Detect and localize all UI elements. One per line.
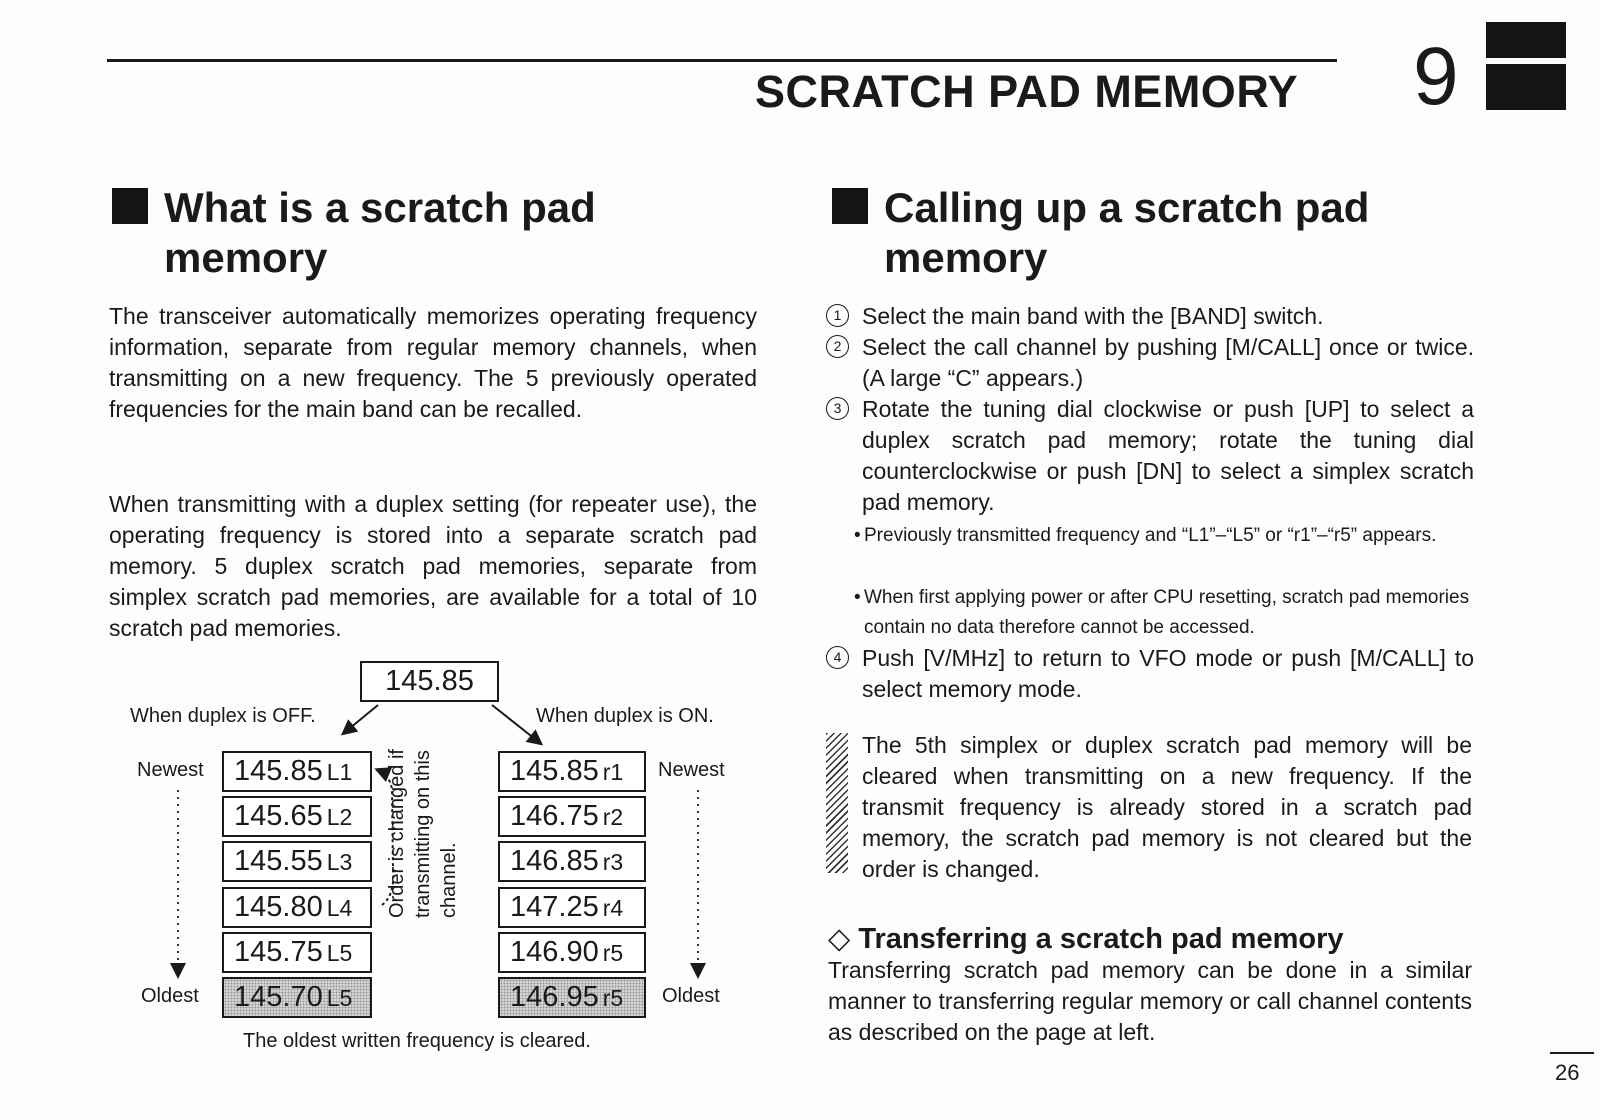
bullet-text: When first applying power or after CPU resetting, scratch pad memories contain no data therefore cannot be accessed. [864, 587, 1470, 638]
page-number-rule [1550, 1052, 1594, 1054]
frequency-value: 145.55 [234, 845, 323, 877]
duplex-cleared-box [498, 977, 646, 1018]
simplex-cleared-box [222, 977, 372, 1018]
frequency-value: 145.80 [234, 891, 323, 923]
memory-tag: L1 [326, 759, 353, 785]
memory-tag: r2 [602, 804, 624, 830]
simplex-memory-box [222, 887, 372, 928]
heading-line: What is a scratch pad [164, 184, 596, 231]
frequency-value: 145.85 [385, 665, 474, 697]
note-text: The 5th simplex or duplex scratch pad memory will be cleared when transmitting on a new frequency. If the transmit frequency is already stored in a scratch pad memory, the scratch pad memory is not cleared but the order is changed. [862, 732, 1472, 882]
oldest-label: Oldest [662, 985, 720, 1007]
subsection-heading [828, 921, 1344, 956]
chapter-tab-marker [1486, 22, 1566, 58]
bullet-dot-icon: • [854, 587, 861, 608]
heading-line: memory [164, 234, 328, 281]
diagram-arrows [0, 0, 760, 1060]
step-number-icon: 4 [826, 646, 849, 669]
chapter-tab-marker [1486, 64, 1566, 110]
duplex-memory-box [498, 932, 646, 973]
memory-tag: r3 [602, 849, 624, 875]
memory-tag: L5 [326, 940, 353, 966]
memory-tag: L2 [326, 804, 353, 830]
frequency-value: 145.65 [234, 800, 323, 832]
order-change-note: Order is changed if transmitting on this channel. [386, 749, 460, 918]
intro-paragraph: The transceiver automatically memorizes operating frequency information, separate from regular memory channels, when transmitting on a new frequency. The 5 previously operated frequencies for the main band can be recalled. [109, 303, 757, 422]
step-item [826, 394, 1474, 518]
bullet-note [854, 521, 1476, 551]
memory-tag: L3 [326, 849, 353, 875]
memory-tag: r5 [602, 940, 624, 966]
frequency-value: 147.25 [510, 891, 599, 923]
section-heading-calling-up [832, 183, 1432, 283]
note-hatch-icon [826, 733, 848, 873]
simplex-memory-box [222, 932, 372, 973]
simplex-memory-box [222, 796, 372, 837]
step-item [826, 643, 1474, 705]
memory-tag: L5 [326, 985, 353, 1011]
transfer-paragraph: Transferring scratch pad memory can be done in a similar manner to transferring regular memory or call channel contents as described on the page at left. [828, 957, 1472, 1045]
newest-label: Newest [658, 759, 725, 781]
subsection-title: Transferring a scratch pad memory [858, 923, 1344, 955]
step-number-icon: 3 [826, 397, 849, 420]
chapter-title: SCRATCH PAD MEMORY [755, 66, 1299, 117]
frequency-value: 145.85 [234, 755, 323, 787]
heading-line: Calling up a scratch pad [884, 184, 1370, 231]
duplex-paragraph: When transmitting with a duplex setting (for repeater use), the operating frequency is stored into a separate scratch pad memory. 5 duplex scratch pad memories, separate from simplex scratch pad memories, are available for a total of 10 scratch pad memories. [109, 491, 757, 641]
frequency-value: 146.95 [510, 981, 599, 1013]
arrow-to-duplex [492, 705, 540, 743]
duplex-memory-box [498, 887, 646, 928]
step-number-icon: 1 [826, 304, 849, 327]
heading-line: memory [884, 234, 1048, 281]
simplex-memory-box [222, 841, 372, 882]
memory-tag: r1 [602, 759, 624, 785]
step-number-icon: 2 [826, 335, 849, 358]
bullet-note [854, 583, 1476, 643]
step-item [826, 332, 1474, 394]
page-number: 26 [1555, 1060, 1580, 1085]
memory-tag: r5 [602, 985, 624, 1011]
step-text: Select the main band with the [BAND] switch. [862, 303, 1324, 329]
step-text: Rotate the tuning dial clockwise or push [UP] to select a duplex scratch pad memory; rotate the tuning dial counterclockwise or push [DN] to select a simplex scratch pad memory. [862, 396, 1474, 515]
bullet-text: Previously transmitted frequency and “L1”–“L5” or “r1”–“r5” appears. [864, 525, 1437, 546]
frequency-value: 146.75 [510, 800, 599, 832]
duplex-memory-box [498, 841, 646, 882]
square-bullet-icon [832, 188, 868, 224]
oldest-label: Oldest [141, 985, 199, 1007]
chapter-number: 9 [1413, 31, 1459, 122]
frequency-value: 146.85 [510, 845, 599, 877]
frequency-value: 145.70 [234, 981, 323, 1013]
frequency-value: 146.90 [510, 936, 599, 968]
step-item [826, 301, 1474, 332]
duplex-memory-box [498, 796, 646, 837]
frequency-value: 145.85 [510, 755, 599, 787]
diamond-icon: ◇ [828, 923, 851, 955]
duplex-on-label: When duplex is ON. [536, 705, 714, 727]
bullet-dot-icon: • [854, 525, 861, 546]
frequency-value: 145.75 [234, 936, 323, 968]
diagram-caption: The oldest written frequency is cleared. [243, 1030, 591, 1052]
newest-label: Newest [137, 759, 204, 781]
duplex-memory-box [498, 751, 646, 792]
arrow-to-simplex [344, 705, 378, 733]
memory-tag: r4 [602, 895, 624, 921]
memory-tag: L4 [326, 895, 353, 921]
step-text: Select the call channel by pushing [M/CALL] once or twice. (A large “C” appears.) [862, 334, 1474, 391]
step-text: Push [V/MHz] to return to VFO mode or push [M/CALL] to select memory mode. [862, 645, 1474, 702]
simplex-memory-box [222, 751, 372, 792]
duplex-off-label: When duplex is OFF. [130, 705, 316, 727]
